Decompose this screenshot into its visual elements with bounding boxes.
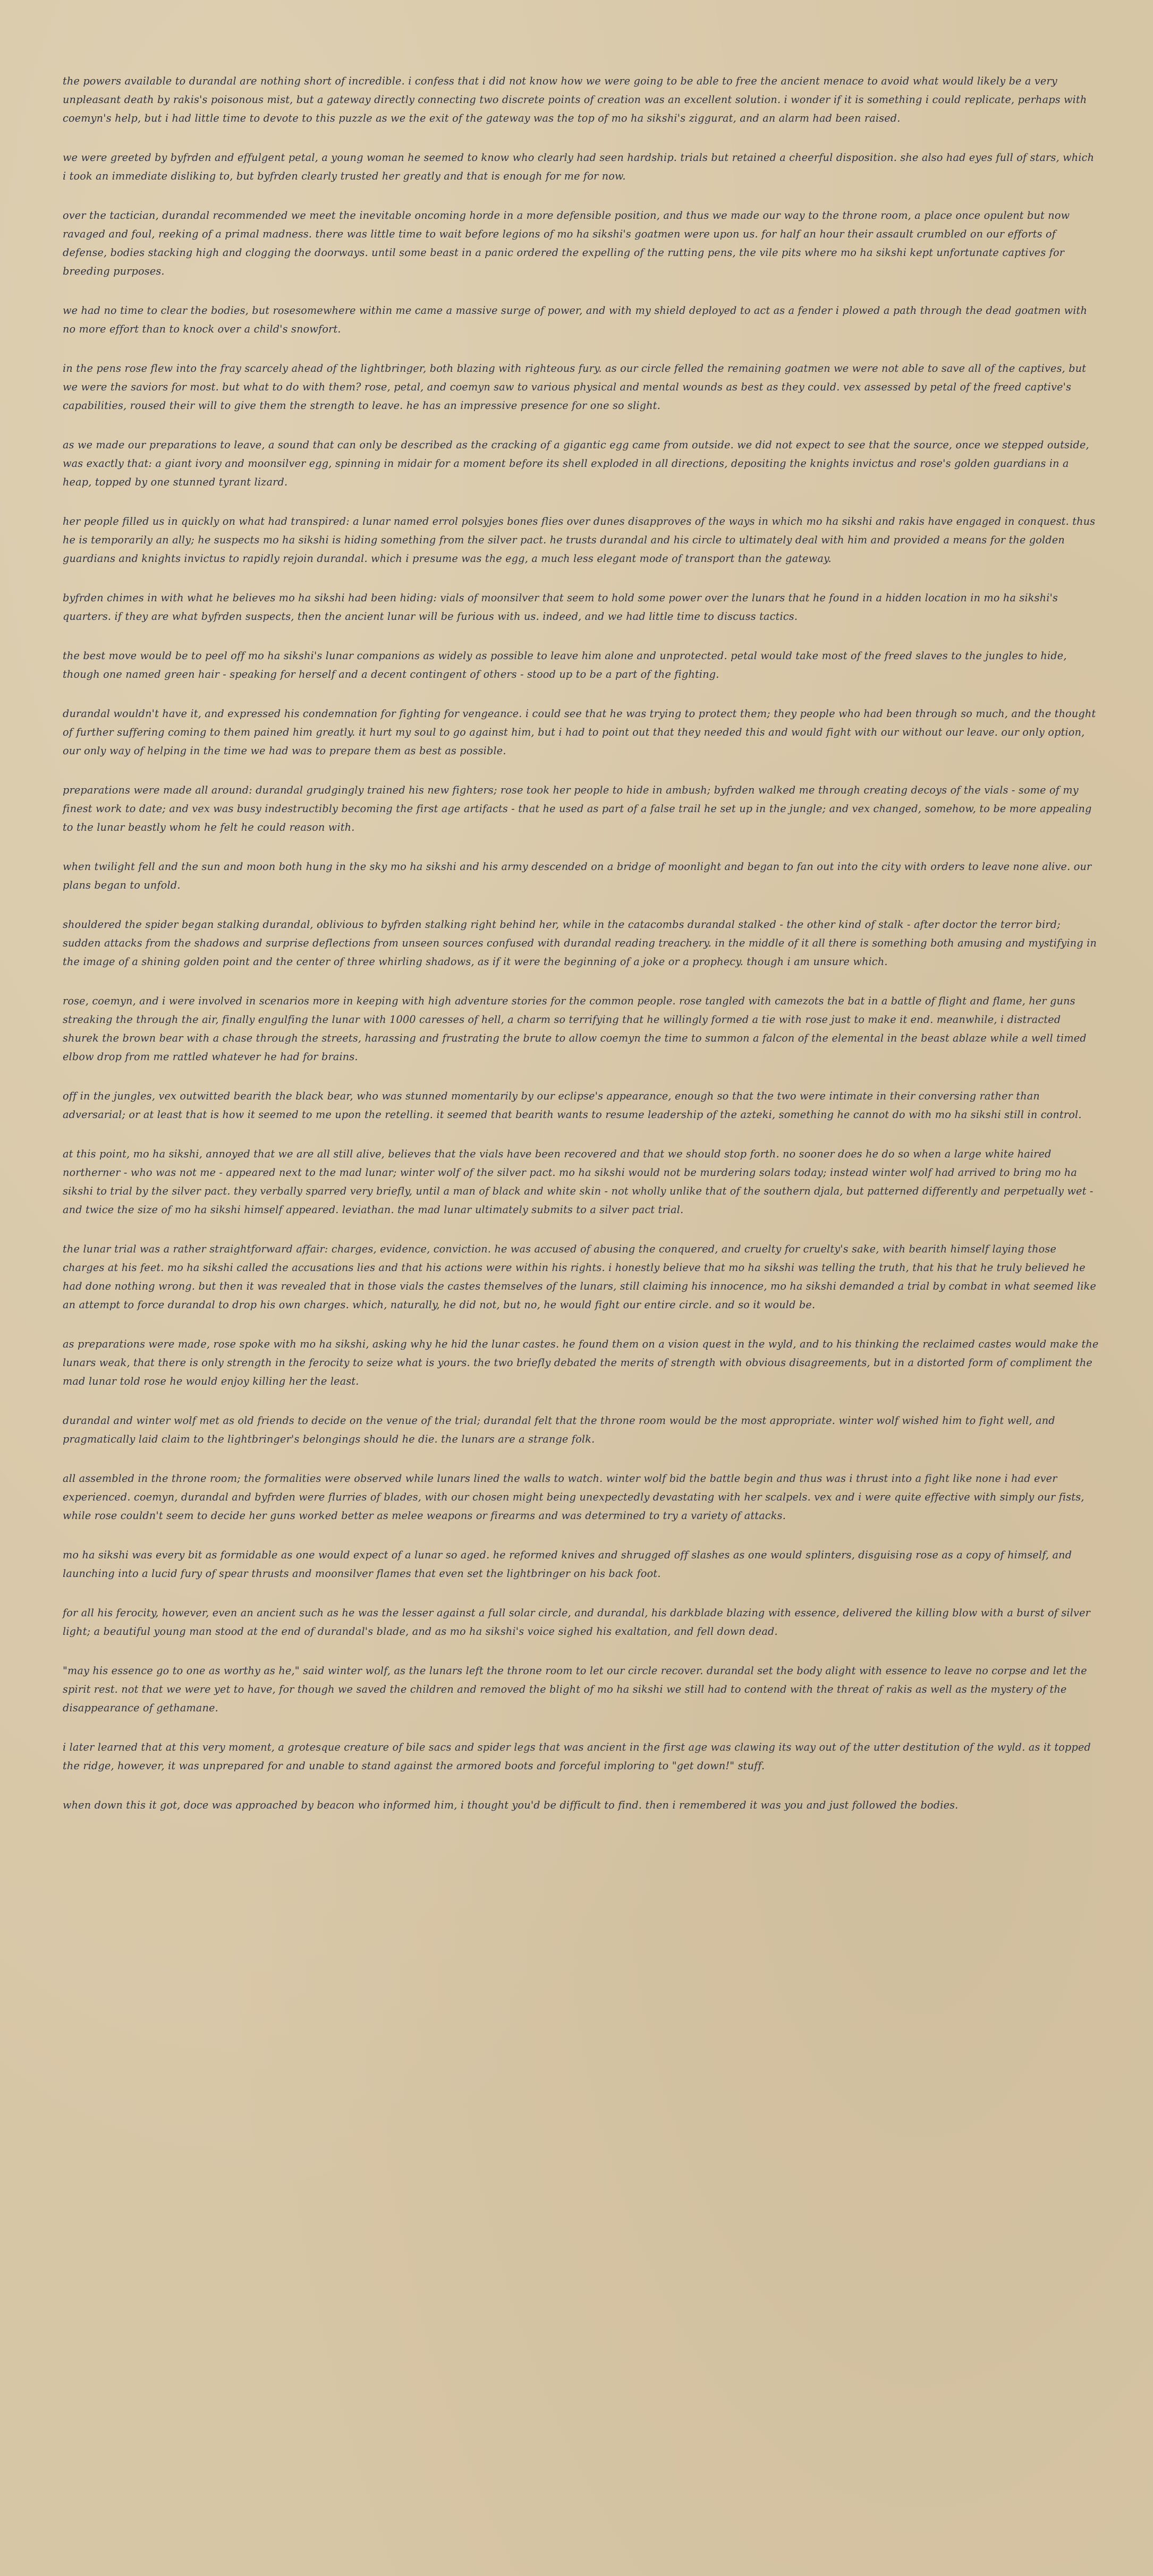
paragraph: durandal and winter wolf met as old friends to decide on the venue of the trial; durandal felt that the throne room would be the most appropriate. winter wolf wished him to fight well, and pragmatically laid claim to the lightbringer's belongings should he die. the lunars are a strange folk. <box>63 1414 1055 1445</box>
paragraph: in the pens rose flew into the fray scarcely ahead of the lightbringer, both blazing with righteous fury. as our circle felled the remaining goatmen we were not able to save all of the captives, but we were the saviors for most. but what to do with them? rose, petal, and coemyn saw to various physical and mental wounds as best as they could. vex assessed by petal of the freed captive's capabilities, roused their will to give them the strength to leave. he has an impressive presence for one so slight. <box>63 362 1087 412</box>
paragraph: durandal wouldn't have it, and expressed his condemnation for fighting for vengeance. i could see that he was trying to protect them; they people who had been through so much, and the thought of further suffering coming to them pained him greatly. it hurt my soul to go against him, but i had to point out that they needed this and would fight with our without our leave. our only option, our only way of helping in the time we had was to prepare them as best as possible. <box>63 707 1096 757</box>
paragraph: when twilight fell and the sun and moon both hung in the sky mo ha sikshi and his army descended on a bridge of moonlight and began to fan out into the city with orders to leave none alive. our plans began to unfold. <box>63 860 1092 891</box>
paragraph: the best move would be to peel off mo ha sikshi's lunar companions as widely as possible to leave him alone and unprotected. petal would take most of the freed slaves to the jungles to hide, though one named green hair - speaking for herself and a decent contingent of others - stood up to be a part of the fighting. <box>63 650 1067 680</box>
paragraph: preparations were made all around: durandal grudgingly trained his new fighters; rose took her people to hide in ambush; byfrden walked me through creating decoys of the vials - some of my finest work to date; and vex was busy indestructibly becoming the first age artifacts - that he used as part of a false trail he set up in the jungle; and vex changed, somehow, to be more appealing to the lunar beastly whom he felt he could reason with. <box>63 784 1092 833</box>
paragraph: off in the jungles, vex outwitted bearith the black bear, who was stunned momentarily by our eclipse's appearance, enough so that the two were intimate in their conversing rather than adversarial; or at least that is how it seemed to me upon the retelling. it seemed that bearith wants to resume leadership of the azteki, something he cannot do with mo ha sikshi still in control. <box>63 1090 1082 1121</box>
paragraph: we were greeted by byfrden and effulgent petal, a young woman he seemed to know who clearly had seen hardship. trials but retained a cheerful disposition. she also had eyes full of stars, which i took an immediate disliking to, but byfrden clearly trusted her greatly and that is enough for me for now. <box>63 151 1095 182</box>
paragraph: we had no time to clear the bodies, but rosesomewhere within me came a massive surge of power, and with my shield deployed to act as a fender i plowed a path through the dead goatmen with no more effort than to knock over a child's snowfort. <box>63 304 1088 335</box>
paragraph: for all his ferocity, however, even an ancient such as he was the lesser against a full solar circle, and durandal, his darkblade blazing with essence, delivered the killing blow with a burst of silver light; a beautiful young man stood at the end of durandal's blade, and as mo ha sikshi's voice sighed his exaltation, and fell down dead. <box>63 1607 1091 1637</box>
paragraph: mo ha sikshi was every bit as formidable as one would expect of a lunar so aged. he reformed knives and shrugged off slashes as one would splinters, disguising rose as a copy of himself, and launching into a lucid fury of spear thrusts and moonsilver flames that even set the lightbringer on his back foot. <box>63 1549 1072 1580</box>
paragraph: byfrden chimes in with what he believes mo ha sikshi had been hiding: vials of moonsilver that seem to hold some power over the lunars that he found in a hidden location in mo ha sikshi's quarters. if they are what byfrden suspects, then the ancient lunar will be furious with us. indeed, and we had little time to discuss tactics. <box>63 592 1058 622</box>
paragraph: as preparations were made, rose spoke with mo ha sikshi, asking why he hid the lunar castes. he found them on a vision quest in the wyld, and to his thinking the reclaimed castes would make the lunars weak, that there is only strength in the ferocity to seize what is yours. the two briefly debated the merits of strength with obvious disagreements, but in a distorted form of compliment the mad lunar told rose he would enjoy killing her the least. <box>63 1338 1099 1387</box>
paragraph: shouldered the spider began stalking durandal, oblivious to byfrden stalking right behind her, while in the catacombs durandal stalked - the other kind of stalk - after doctor the terror bird; sudden attacks from the shadows and surprise deflections from unseen sources confused with durandal reading treachery. in the middle of it all there is something both amusing and mystifying in the image of a shining golden point and the center of three whirling shadows, as if it were the beginning of a joke or a prophecy. though i am unsure which. <box>63 918 1097 968</box>
paragraph: as we made our preparations to leave, a sound that can only be described as the cracking of a gigantic egg came from outside. we did not expect to see that the source, once we stepped outside, was exactly that: a giant ivory and moonsilver egg, spinning in midair for a moment before its shell exploded in all directions, depositing the knights invictus and rose's golden guardians in a heap, topped by one stunned tyrant lizard. <box>63 439 1089 488</box>
paragraph: "may his essence go to one as worthy as he," said winter wolf, as the lunars left the throne room to let our circle recover. durandal set the body alight with essence to leave no corpse and let the spirit rest. not that we were yet to have, for though we saved the children and removed the blight of mo ha sikshi we still had to contend with the threat of rakis as well as the mystery of the disappearance of gethamane. <box>63 1665 1087 1714</box>
paragraph: at this point, mo ha sikshi, annoyed that we are all still alive, believes that the vials have been recovered and that we should stop forth. no sooner does he do so when a large white haired northerner - who was not me - appeared next to the mad lunar; winter wolf of the silver pact. mo ha sikshi would not be murdering solars today; instead winter wolf had arrived to bring mo ha sikshi to trial by the silver pact. they verbally sparred very briefly, until a man of black and white skin - not wholly unlike that of the southern djala, but patterned differently and perpetually wet - and twice the size of mo ha sikshi himself appeared. leviathan. the mad lunar ultimately submits to a silver pact trial. <box>63 1148 1093 1216</box>
paragraph: the powers available to durandal are nothing short of incredible. i confess that i did not know how we were going to be able to free the ancient menace to avoid what would likely be a very unpleasant death by rakis's poisonous mist, but a gateway directly connecting two discrete points of creation was an excellent solution. i wonder if it is something i could replicate, perhaps with coemyn's help, but i had little time to devote to this puzzle as we the exit of the gateway was the top of mo ha sikshi's ziggurat, and an alarm had been raised. <box>63 75 1087 124</box>
paragraph: when down this it got, doce was approached by beacon who informed him, i thought you'd be difficult to find. then i remembered it was you and just followed the bodies. <box>63 1799 959 1811</box>
paragraph: over the tactician, durandal recommended we meet the inevitable oncoming horde in a more defensible position, and thus we made our way to the throne room, a place once opulent but now ravaged and foul, reeking of a primal madness. there was little time to wait before legions of mo ha sikshi's goatmen were upon us. for half an hour their assault crumbled on our efforts of defense, bodies stacking high and clogging the doorways. until some beast in a panic ordered the expelling of the rutting pens, the vile pits where mo ha sikshi kept unfortunate captives for breeding purposes. <box>63 209 1070 277</box>
paragraph: rose, coemyn, and i were involved in scenarios more in keeping with high adventure stories for the common people. rose tangled with camezots the bat in a battle of flight and flame, her guns streaking the through the air, finally engulfing the lunar with 1000 caresses of hell, a charm so terrifying that he willingly formed a tie with rose just to make it end. meanwhile, i distracted shurek the brown bear with a chase through the streets, harassing and frustrating the brute to allow coemyn the time to summon a falcon of the elemental in the beast ablaze while a well timed elbow drop from me rattled whatever he had for brains. <box>63 995 1087 1063</box>
paragraph: all assembled in the throne room; the formalities were observed while lunars lined the walls to watch. winter wolf bid the battle begin and thus was i thrust into a fight like none i had ever experienced. coemyn, durandal and byfrden were flurries of blades, with our chosen might being unexpectedly devastating with her scalpels. vex and i were quite effective with simply our fists, while rose couldn't seem to decide her guns worked better as melee weapons or firearms and was determined to try a variety of attacks. <box>63 1472 1084 1522</box>
paragraph: i later learned that at this very moment, a grotesque creature of bile sacs and spider legs that was ancient in the first age was clawing its way out of the utter destitution of the wyld. as it topped the ridge, however, it was unprepared for and unable to stand against the armored boots and forceful imploring to "get down!" stuff. <box>63 1741 1091 1772</box>
paragraph: the lunar trial was a rather straightforward affair: charges, evidence, conviction. he was accused of abusing the conquered, and cruelty for cruelty's sake, with bearith himself laying those charges at his feet. mo ha sikshi called the accusations lies and that his actions were within his rights. i honestly believe that mo ha sikshi was telling the truth, that his that he truly believed he had done nothing wrong. but then it was revealed that in those vials the castes themselves of the lunars, still claiming his innocence, mo ha sikshi demanded a trial by combat in what seemed like an attempt to force durandal to drop his own charges. which, naturally, he did not, but no, he would fight our entire circle. and so it would be. <box>63 1243 1097 1311</box>
story-text <box>63 72 1100 1814</box>
paragraph: her people filled us in quickly on what had transpired: a lunar named errol polsyjes bones flies over dunes disapproves of the ways in which mo ha sikshi and rakis have engaged in conquest. thus he is temporarily an ally; he suspects mo ha sikshi is hiding something from the silver pact. he trusts durandal and his circle to ultimately deal with him and provided a means for the golden guardians and knights invictus to rapidly rejoin durandal. which i presume was the egg, a much less elegant mode of transport than the gateway. <box>63 515 1096 565</box>
